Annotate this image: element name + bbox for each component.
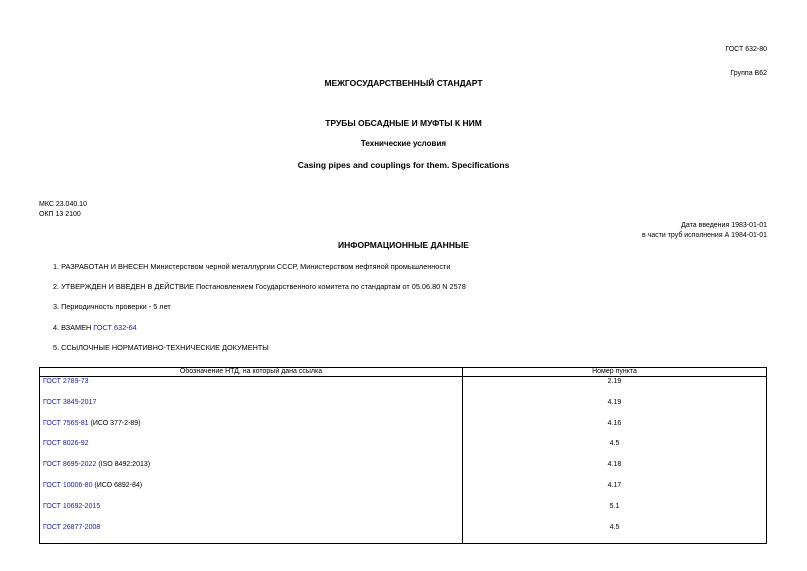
execution-a-date: в части труб исполнения А 1984-01-01 [641,232,767,239]
document-cell [40,439,463,460]
column-header-item: Номер пункта [462,368,766,377]
standard-link[interactable]: ГОСТ 8026-92 [43,440,89,448]
item-number: 4.17 [462,481,766,502]
item-number: 2.19 [462,377,766,398]
document-cell [40,377,463,398]
table-row [40,398,767,419]
item-number: 5.1 [462,502,766,523]
document-cell [40,460,463,481]
table-row [40,481,767,502]
mks-code: МКС 23.040.10 [39,201,87,208]
introduction-date: Дата введения 1983-01-01 [681,222,767,229]
item-number: 4.18 [462,460,766,481]
document-cell [40,523,463,544]
standard-link[interactable]: ГОСТ 3845-2017 [43,398,97,406]
document-cell [40,419,463,440]
standard-type: МЕЖГОСУДАРСТВЕННЫЙ СТАНДАРТ [324,78,483,88]
table-row [40,377,767,398]
info-item-5: 5. ССЫЛОЧНЫЕ НОРМАТИВНО-ТЕХНИЧЕСКИЕ ДОКУМЕНТЫ [53,343,269,352]
info-item-1: 1. РАЗРАБОТАН И ВНЕСЕН Министерством черной металлургии СССР, Министерством нефтяной промышленности [53,262,451,271]
standard-link[interactable]: ГОСТ 7565-81 [43,419,89,427]
document-title-english: Casing pipes and couplings for them. Specifications [297,160,510,170]
document-cell [40,502,463,523]
info-item-4-prefix: 4. ВЗАМЕН [53,323,94,332]
table-row [40,523,767,544]
info-item-4 [53,323,137,332]
item-number: 4.19 [462,398,766,419]
okp-code: ОКП 13 2100 [39,211,81,218]
item-number: 4.5 [462,523,766,544]
standard-link[interactable]: ГОСТ 10692-2015 [43,502,101,510]
table-header-row [40,368,767,377]
document-title: ТРУБЫ ОБСАДНЫЕ И МУФТЫ К НИМ [325,118,482,128]
document-group: Группа В62 [730,70,767,77]
standard-note: (ИСО 377-2-89) [88,419,141,427]
table-row [40,439,767,460]
document-code: ГОСТ 632-80 [725,46,767,53]
document-subtitle: Технические условия [360,139,447,148]
document-cell [40,481,463,502]
info-heading: ИНФОРМАЦИОННЫЕ ДАННЫЕ [338,240,469,250]
standard-link[interactable]: ГОСТ 26877-2008 [43,523,101,531]
table-row [40,502,767,523]
references-table [39,367,767,544]
info-item-3: 3. Периодичность проверки - 5 лет [53,302,171,311]
replaced-standard-link[interactable]: ГОСТ 632-64 [93,323,137,332]
standard-link[interactable]: ГОСТ 2789-73 [43,378,89,385]
standard-note: (ИСО 6892-84) [92,481,143,489]
table-row [40,419,767,440]
standard-link[interactable]: ГОСТ 8695-2022 [43,461,97,469]
item-number: 4.16 [462,419,766,440]
info-item-2: 2. УТВЕРЖДЕН И ВВЕДЕН В ДЕЙСТВИЕ Постановлением Государственного комитета по стандартам от 05.06.80 N 2578 [53,282,466,291]
column-header-document: Обозначение НТД, на который дана ссылка [40,368,463,377]
standard-link[interactable]: ГОСТ 10006-80 [43,481,93,489]
table-row [40,460,767,481]
document-cell [40,398,463,419]
item-number: 4.5 [462,439,766,460]
standard-note: (ISO 8492:2013) [96,461,151,469]
